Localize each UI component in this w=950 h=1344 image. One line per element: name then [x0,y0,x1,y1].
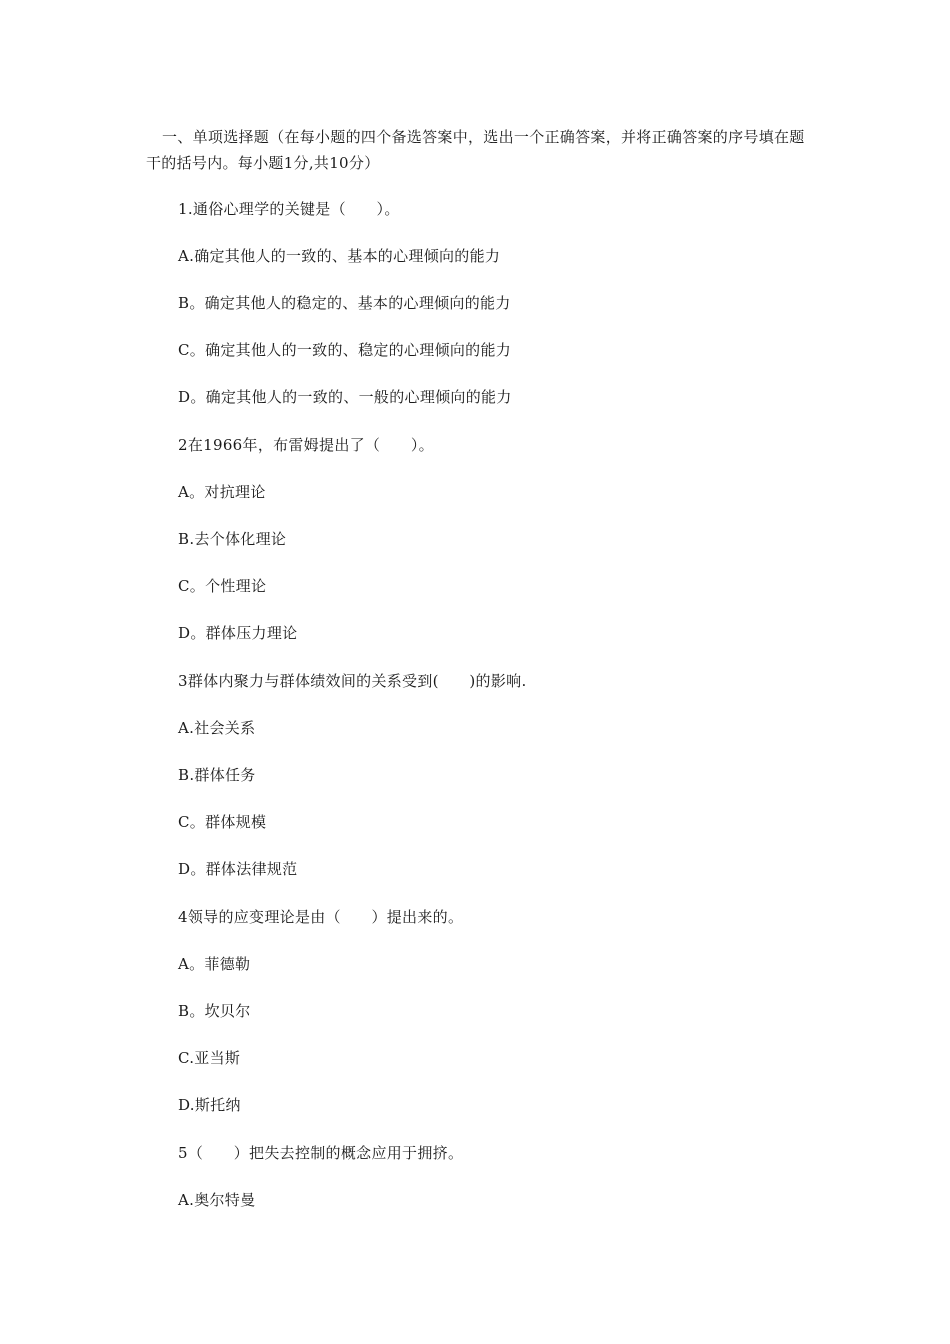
question-4-option-b: B。坎贝尔 [178,1002,251,1020]
question-4-option-c: C.亚当斯 [178,1049,241,1067]
question-4-option-d: D.斯托纳 [178,1096,241,1114]
question-2-option-a: A。对抗理论 [178,483,266,501]
question-3: 3群体内聚力与群体绩效间的关系受到( )的影响. [178,672,527,690]
question-3-option-a: A.社会关系 [178,719,256,737]
question-5: 5（ ）把失去控制的概念应用于拥挤。 [178,1144,464,1162]
question-3-option-c: C。群体规模 [178,813,267,831]
question-4: 4领导的应变理论是由（ ）提出来的。 [178,908,464,926]
question-1-option-d: D。确定其他人的一致的、一般的心理倾向的能力 [178,388,512,406]
question-1-option-c: C。确定其他人的一致的、稳定的心理倾向的能力 [178,341,512,359]
question-3-option-d: D。群体法律规范 [178,860,298,878]
question-4-option-a: A。菲德勒 [178,955,251,973]
question-2: 2在1966年，布雷姆提出了（ ）。 [178,436,434,454]
question-1: 1.通俗心理学的关键是（ ）。 [178,200,400,218]
question-1-option-b: B。确定其他人的稳定的、基本的心理倾向的能力 [178,294,511,312]
question-1-option-a: A.确定其他人的一致的、基本的心理倾向的能力 [178,247,501,265]
question-2-option-b: B.去个体化理论 [178,530,287,548]
question-5-option-a: A.奥尔特曼 [178,1191,256,1209]
question-2-option-d: D。群体压力理论 [178,624,298,642]
question-2-option-c: C。个性理论 [178,577,267,595]
question-3-option-b: B.群体任务 [178,766,256,784]
section-heading: 一、单项选择题（在每小题的四个备选答案中，选出一个正确答案，并将正确答案的序号填在题干的括号内。每小题1分,共10分） [146,128,805,172]
